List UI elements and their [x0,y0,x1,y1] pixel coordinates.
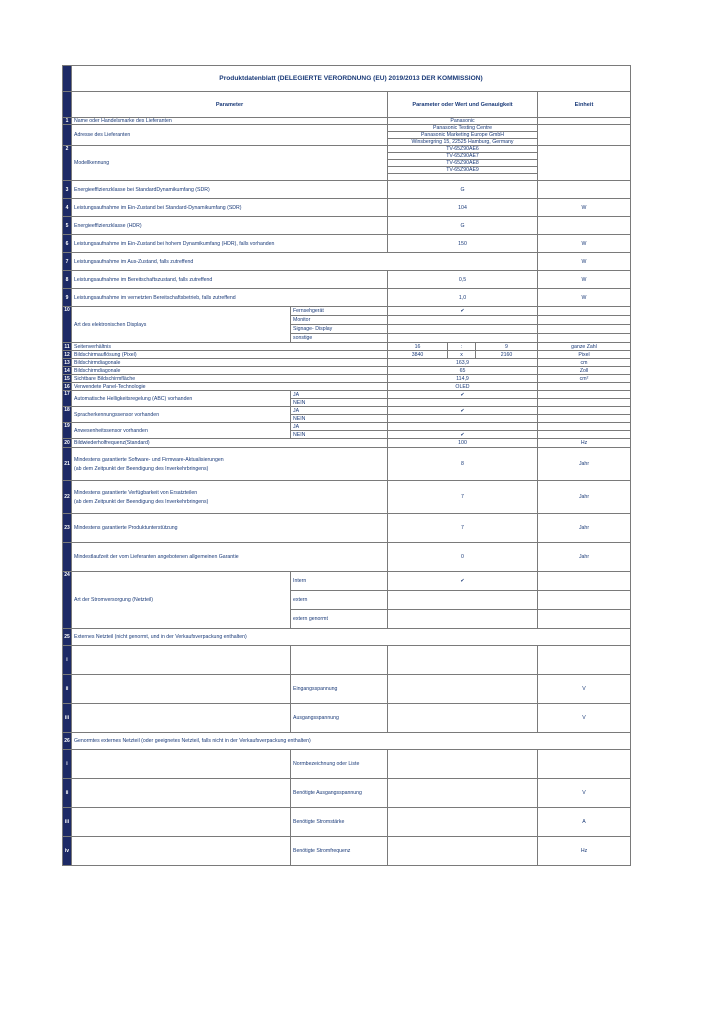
power-supply-option: Intern [291,572,388,591]
warranty-unit: Jahr [538,543,631,572]
row-num: 10 [63,307,72,343]
standard-psu-label: Benötigte Stromfrequenz [291,837,388,866]
abc-ja-value: ✔ [388,391,538,399]
voice-sensor-label: Spracherkennungssensor vorhanden [72,407,291,423]
spare-parts-label [72,481,388,514]
unit-cell [538,316,631,325]
standard-psu-heading: Genormtes externes Netzteil (oder geeignetes Netzteil, falls nicht in der Verkaufsverpackung enthalten) [72,733,631,750]
row-num: 15 [64,375,70,382]
external-psu-unit: V [538,675,631,704]
supplier-address-line: Panasonic Testing Centre [388,125,538,132]
spare-parts-unit: Jahr [538,481,631,514]
abc-label: Automatische Helligkeitsregelung (ABC) vorhanden [72,391,291,407]
row-num: 6 [63,235,72,253]
value-cell [388,779,538,808]
power-standby-unit: W [538,271,631,289]
aspect-ratio-a: 16 [388,343,448,351]
external-psu-label [291,646,388,675]
resolution-label: Bildschirmauflösung (Pixel) [72,351,388,359]
power-standby-label: Leistungsaufnahme im Bereitschaftszustand, falls zutreffend [72,271,388,289]
unit-cell [538,118,631,125]
model-value: TV-65Z90AE8 [388,160,538,167]
value-cell [388,704,538,733]
row-num: 23 [63,514,72,543]
row-num: 17 [63,391,72,407]
blank-cell [72,704,291,733]
header-unit: Einheit [538,92,631,118]
panel-tech-label: Verwendete Panel-Technologie [72,383,388,391]
unit-cell [538,423,631,431]
row-subnum: iii [63,704,72,733]
energy-class-sdr-value: G [388,181,538,199]
voice-ja-value: ✔ [388,407,538,415]
power-sdr-value: 104 [388,199,538,217]
resolution-sep: x [448,351,476,359]
diagonal-cm-label: Bildschirmdiagonale [72,359,388,367]
power-supply-label: Art der Stromversorgung (Netzteil) [72,572,291,629]
blank-cell [72,837,291,866]
standard-psu-label: Benötigte Ausgangsspannung [291,779,388,808]
row-num: 7 [63,253,72,271]
row-num: 24 [63,572,72,629]
title-bar-left [63,66,72,92]
voice-nein-label: NEIN [291,415,388,423]
power-networked-standby-label: Leistungsaufnahme im vernetzten Bereitschaftsbetrieb, falls zutreffend [72,289,388,307]
external-psu-unit [538,646,631,675]
blank-cell [72,808,291,837]
power-standby-value: 0,5 [388,271,538,289]
aspect-ratio-label: Seitenverhältnis [72,343,388,351]
software-updates-line1: Mindestens garantierte Software- und Firmware-Aktualisierungen [74,456,224,463]
display-option-label: Monitor [291,316,388,325]
software-updates-value: 8 [388,448,538,481]
power-networked-standby-value: 1,0 [388,289,538,307]
unit-cell [538,307,631,316]
power-sdr-label: Leistungsaufnahme im Ein-Zustand bei Standard-Dynamikumfang (SDR) [72,199,388,217]
presence-nein-label: NEIN [291,431,388,439]
standard-psu-unit: V [538,779,631,808]
power-networked-standby-unit: W [538,289,631,307]
software-updates-label [72,448,388,481]
standard-psu-unit: A [538,808,631,837]
value-cell [388,646,538,675]
power-sdr-unit: W [538,199,631,217]
model-label: Modellkennung [72,146,388,181]
screen-area-value: 114,9 [388,375,538,383]
row-num-blank [63,125,72,146]
voice-nein-value [388,415,538,423]
panel-tech-value: OLED [388,383,538,391]
unit-cell [538,572,631,591]
display-option-value [388,334,538,343]
unit-cell [538,325,631,334]
display-option-value [388,325,538,334]
power-supply-option-value: ✔ [388,572,538,591]
blank-cell [72,750,291,779]
row-subnum: i [63,750,72,779]
energy-class-hdr-label: Energieeffizienzklasse (HDR) [72,217,388,235]
spare-parts-value: 7 [388,481,538,514]
panel-tech-unit [538,383,631,391]
display-option-value: ✔ [388,307,538,316]
value-cell [388,750,538,779]
power-supply-option: extern genormt [291,610,388,629]
unit-cell [538,431,631,439]
row-num: 5 [63,217,72,235]
data-sheet-table [62,65,631,866]
unit-cell [538,399,631,407]
blank-cell [72,675,291,704]
external-psu-label: Eingangsspannung [291,675,388,704]
blank-cell [72,779,291,808]
external-psu-heading: Externes Netzteil (nicht genormt, und in der Verkaufsverpackung enthalten) [72,629,631,646]
value-cell [388,837,538,866]
row-num: 1 [63,118,72,125]
unit-cell [538,391,631,399]
sheet-title: Produktdatenblatt (DELEGIERTE VERORDNUNG (EU) 2019/2013 DER KOMMISSION) [72,66,631,92]
product-support-label: Mindestens garantierte Produktunterstützung [72,514,388,543]
row-num: 3 [63,181,72,199]
row-num: 4 [63,199,72,217]
power-supply-option-value [388,591,538,610]
row-num: 2 [63,146,72,181]
row-num-blank [63,543,72,572]
supplier-address-label: Adresse des Lieferanten [72,125,388,146]
spare-parts-line2: (ab dem Zeitpunkt der Beendigung des Inverkehrbringens) [74,498,209,505]
diagonal-inch-unit: Zoll [538,367,631,375]
supplier-name-label: Name oder Handelsmarke des Lieferanten [72,118,388,125]
standard-psu-label: Benötigte Stromstärke [291,808,388,837]
value-cell [388,675,538,704]
blank-cell [72,646,291,675]
energy-class-sdr-unit [538,181,631,199]
power-off-label: Leistungsaufnahme im Aus-Zustand, falls zutreffend [72,253,538,271]
power-supply-option: extern [291,591,388,610]
warranty-value: 0 [388,543,538,572]
model-value: TV-65Z90AE7 [388,153,538,160]
standard-psu-unit [538,750,631,779]
presence-nein-value: ✔ [388,431,538,439]
power-off-unit: W [538,253,631,271]
row-subnum: ii [63,675,72,704]
external-psu-unit: V [538,704,631,733]
unit-cell [538,125,631,146]
abc-nein-label: NEIN [291,399,388,407]
energy-class-hdr-unit [538,217,631,235]
row-subnum: iv [63,837,72,866]
value-cell [388,808,538,837]
product-support-value: 7 [388,514,538,543]
standard-psu-unit: Hz [538,837,631,866]
abc-ja-label: JA [291,391,388,399]
row-num: 9 [63,289,72,307]
unit-cell [538,415,631,423]
supplier-address-line: Panasonic Marketing Europe GmbH [388,132,538,139]
display-option-value [388,316,538,325]
unit-cell [538,591,631,610]
header-parameter: Parameter [72,92,388,118]
power-hdr-value: 150 [388,235,538,253]
row-subnum: i [63,646,72,675]
energy-class-sdr-label: Energieeffizienzklasse bei StandardDynamikumfang (SDR) [72,181,388,199]
supplier-name-value: Panasonic [388,118,538,125]
row-num: 8 [63,271,72,289]
refresh-rate-unit: Hz [538,439,631,448]
abc-nein-value [388,399,538,407]
unit-cell [538,334,631,343]
product-data-sheet [62,65,630,866]
product-support-unit: Jahr [538,514,631,543]
warranty-label: Mindestlaufzeit der vom Lieferanten angebotenen allgemeinen Garantie [72,543,388,572]
resolution-a: 3840 [388,351,448,359]
row-num: 18 [63,407,72,423]
presence-sensor-label: Anwesenheitssensor vorhanden [72,423,291,439]
row-num: 22 [63,481,72,514]
power-hdr-label: Leistungsaufnahme im Ein-Zustand bei hohem Dynamikumfang (HDR), falls vorhanden [72,235,388,253]
unit-cell [538,610,631,629]
model-value: TV-65Z90AE9 [388,167,538,174]
software-updates-unit: Jahr [538,448,631,481]
row-num: 13 [64,359,70,366]
unit-cell [538,407,631,415]
diagonal-cm-unit: cm [538,359,631,367]
model-value-blank [388,174,538,181]
display-option-label: Fernsehgerät [291,307,388,316]
supplier-address-line: Winsbergring 15, 22525 Hamburg, Germany [388,139,538,146]
voice-ja-label: JA [291,407,388,415]
row-num: 16 [64,383,70,390]
spare-parts-line1: Mindestens garantierte Verfügbarkeit von Ersatzteilen [74,489,198,496]
power-supply-option-value [388,610,538,629]
diagonal-inch-label: Bildschirmdiagonale [72,367,388,375]
presence-ja-value [388,423,538,431]
row-subnum: ii [63,779,72,808]
row-num: 21 [63,448,72,481]
row-num: 26 [63,733,72,750]
display-option-label: sonstige [291,334,388,343]
model-value: TV-65Z90AE6 [388,146,538,153]
diagonal-inch-value: 65 [388,367,538,375]
row-num: 14 [64,367,70,374]
resolution-unit: Pixel [538,351,631,359]
standard-psu-label: Normbezeichnung oder Liste [291,750,388,779]
aspect-ratio-b: 9 [476,343,538,351]
software-updates-line2: (ab dem Zeitpunkt der Beendigung des Inverkehrbringens) [74,465,209,472]
refresh-rate-label: Bildwiederholfrequenz(Standard) [72,439,388,448]
presence-ja-label: JA [291,423,388,431]
header-value: Parameter oder Wert und Genauigkeit [388,92,538,118]
refresh-rate-value: 100 [388,439,538,448]
aspect-ratio-unit: ganze Zahl [538,343,631,351]
energy-class-hdr-value: G [388,217,538,235]
row-num: 20 [64,440,70,446]
unit-cell [538,146,631,181]
diagonal-cm-value: 163,9 [388,359,538,367]
resolution-b: 2160 [476,351,538,359]
power-hdr-unit: W [538,235,631,253]
row-subnum: iii [63,808,72,837]
row-num: 12 [64,351,70,358]
external-psu-label: Ausgangsspannung [291,704,388,733]
screen-area-label: Sichtbare Bildschirmfläche [72,375,388,383]
display-type-label: Art des elektronischen Displays [72,307,291,343]
display-option-label: Signage- Display [291,325,388,334]
header-num-cell [63,92,72,118]
row-num: 11 [64,343,70,350]
screen-area-unit: cm² [538,375,631,383]
aspect-ratio-sep: : [448,343,476,351]
row-num: 25 [63,629,72,646]
row-num: 19 [63,423,72,439]
